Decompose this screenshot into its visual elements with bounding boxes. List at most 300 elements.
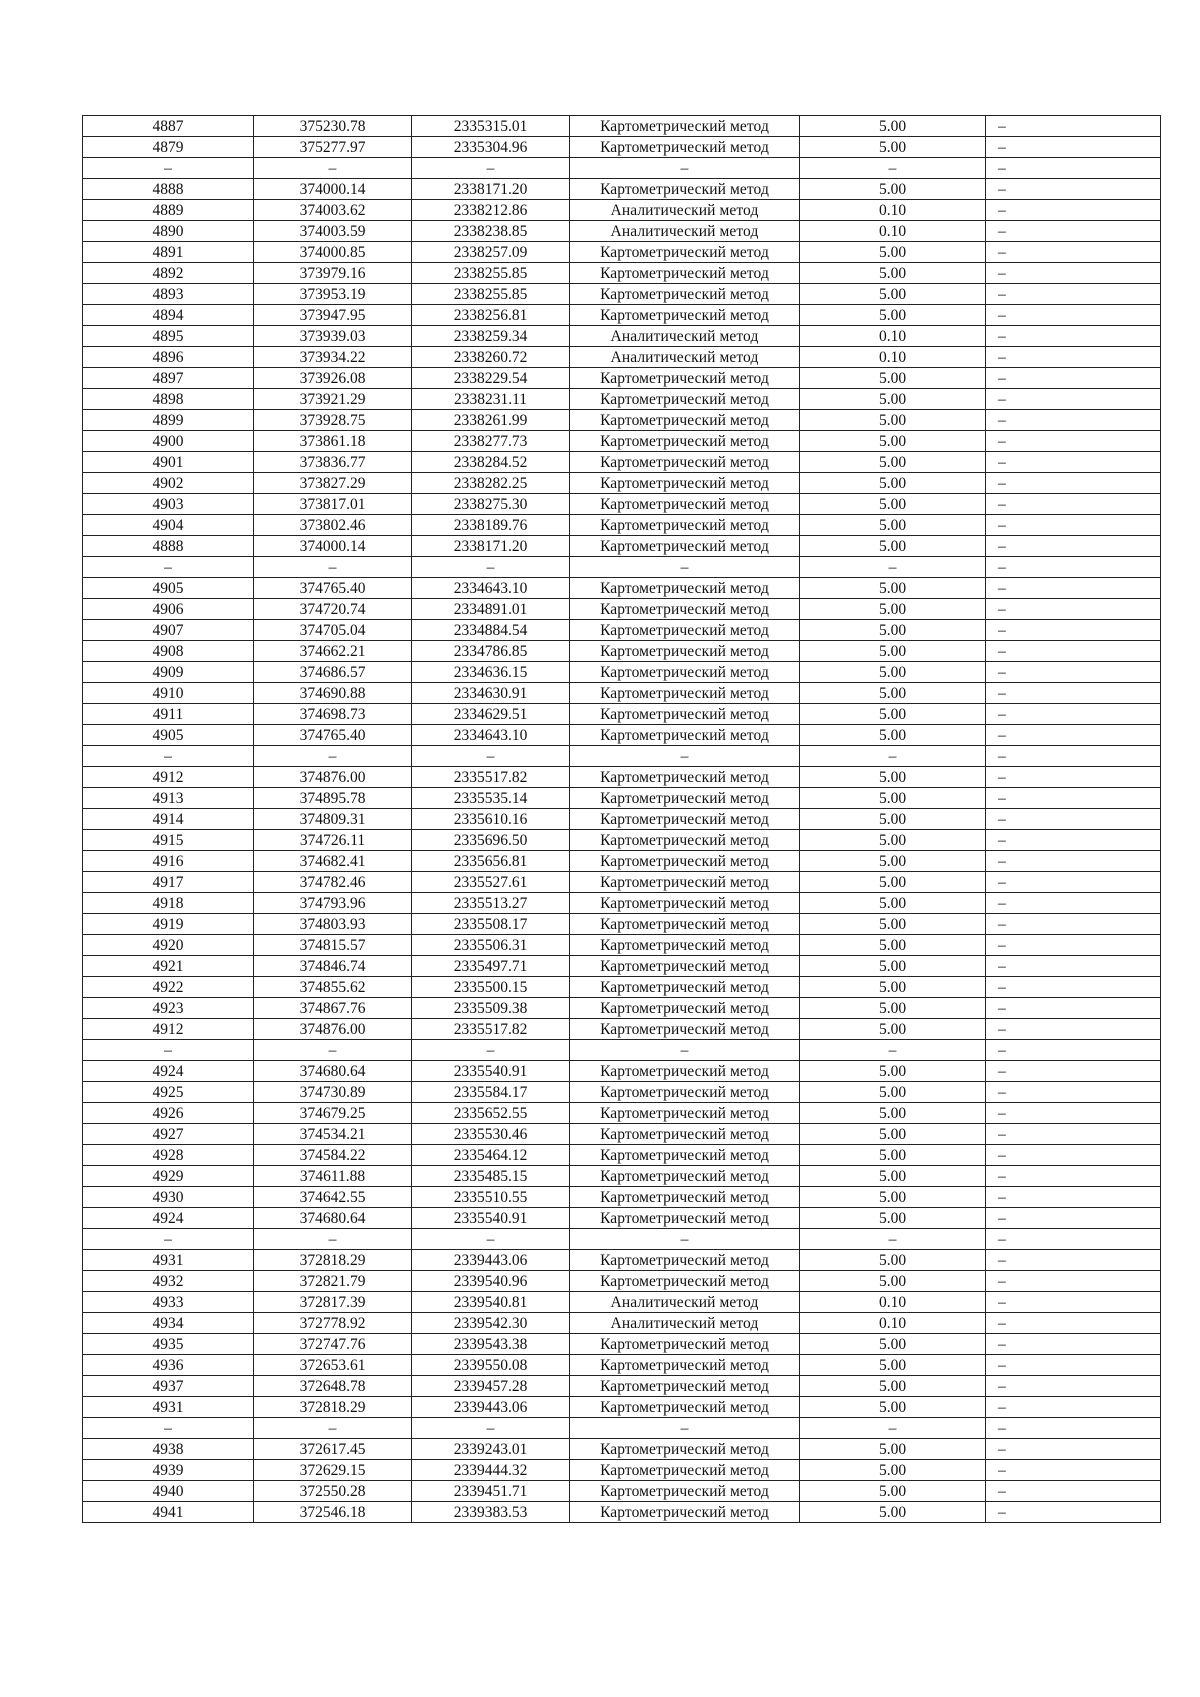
table-row [83,1460,1161,1481]
accuracy-cell: 5.00 [800,1355,986,1376]
table-row [83,1439,1161,1460]
note-cell: – [986,620,1161,641]
point-number-cell: 4927 [83,1124,254,1145]
accuracy-cell: – [800,1418,986,1439]
method-cell: Картометрический метод [570,620,800,641]
table-row [83,452,1161,473]
accuracy-cell: 5.00 [800,368,986,389]
y-coordinate-cell: 2339542.30 [412,1313,570,1334]
table-row [83,599,1161,620]
x-coordinate-cell: 374876.00 [254,1019,412,1040]
point-number-cell: 4941 [83,1502,254,1523]
note-cell: – [986,1166,1161,1187]
y-coordinate-cell: – [412,746,570,767]
x-coordinate-cell: – [254,746,412,767]
accuracy-cell: 5.00 [800,494,986,515]
point-number-cell: 4888 [83,179,254,200]
x-coordinate-cell: 374000.14 [254,536,412,557]
point-number-cell: 4879 [83,137,254,158]
x-coordinate-cell: 374782.46 [254,872,412,893]
note-cell: – [986,515,1161,536]
y-coordinate-cell: 2338238.85 [412,221,570,242]
y-coordinate-cell: 2335535.14 [412,788,570,809]
note-cell: – [986,641,1161,662]
note-cell: – [986,116,1161,137]
table-row [83,1187,1161,1208]
accuracy-cell: 5.00 [800,620,986,641]
note-cell: – [986,788,1161,809]
x-coordinate-cell: 374698.73 [254,704,412,725]
table-row [83,263,1161,284]
accuracy-cell: 0.10 [800,221,986,242]
point-number-cell: 4920 [83,935,254,956]
y-coordinate-cell: – [412,1040,570,1061]
point-number-cell: 4935 [83,1334,254,1355]
method-cell: Картометрический метод [570,1334,800,1355]
x-coordinate-cell: 372629.15 [254,1460,412,1481]
method-cell: – [570,1418,800,1439]
point-number-cell: 4940 [83,1481,254,1502]
y-coordinate-cell: 2335540.91 [412,1061,570,1082]
table-row [83,620,1161,641]
method-cell: Картометрический метод [570,662,800,683]
point-number-cell: 4905 [83,725,254,746]
y-coordinate-cell: 2335696.50 [412,830,570,851]
y-coordinate-cell: 2338275.30 [412,494,570,515]
accuracy-cell: 5.00 [800,431,986,452]
note-cell: – [986,599,1161,620]
x-coordinate-cell: 372648.78 [254,1376,412,1397]
point-number-cell: 4899 [83,410,254,431]
point-number-cell: 4912 [83,767,254,788]
accuracy-cell: 5.00 [800,1334,986,1355]
y-coordinate-cell: 2338171.20 [412,536,570,557]
accuracy-cell: 5.00 [800,704,986,725]
point-number-cell: 4926 [83,1103,254,1124]
y-coordinate-cell: 2335513.27 [412,893,570,914]
accuracy-cell: 5.00 [800,956,986,977]
y-coordinate-cell: 2335304.96 [412,137,570,158]
method-cell: Картометрический метод [570,1061,800,1082]
note-cell: – [986,1376,1161,1397]
method-cell: Картометрический метод [570,494,800,515]
y-coordinate-cell: 2338255.85 [412,263,570,284]
table-row [83,872,1161,893]
note-cell: – [986,1103,1161,1124]
table-row [83,998,1161,1019]
x-coordinate-cell: 374680.64 [254,1208,412,1229]
method-cell: Аналитический метод [570,1292,800,1313]
table-row [83,1502,1161,1523]
accuracy-cell: 0.10 [800,1292,986,1313]
note-cell: – [986,1019,1161,1040]
x-coordinate-cell: 373827.29 [254,473,412,494]
method-cell: Картометрический метод [570,683,800,704]
y-coordinate-cell: 2338257.09 [412,242,570,263]
method-cell: Аналитический метод [570,326,800,347]
y-coordinate-cell: 2334884.54 [412,620,570,641]
accuracy-cell: 5.00 [800,1502,986,1523]
method-cell: Картометрический метод [570,788,800,809]
point-number-cell: 4929 [83,1166,254,1187]
accuracy-cell: 5.00 [800,1124,986,1145]
note-cell: – [986,1040,1161,1061]
accuracy-cell: 5.00 [800,284,986,305]
table-row [83,284,1161,305]
accuracy-cell: 5.00 [800,767,986,788]
y-coordinate-cell: 2335584.17 [412,1082,570,1103]
x-coordinate-cell: – [254,1418,412,1439]
x-coordinate-cell: 374584.22 [254,1145,412,1166]
table-row [83,137,1161,158]
method-cell: Картометрический метод [570,242,800,263]
x-coordinate-cell: 374000.14 [254,179,412,200]
accuracy-cell: 5.00 [800,137,986,158]
table-row [83,893,1161,914]
point-number-cell: 4892 [83,263,254,284]
x-coordinate-cell: 372617.45 [254,1439,412,1460]
x-coordinate-cell: 374765.40 [254,578,412,599]
note-cell: – [986,767,1161,788]
point-number-cell: 4938 [83,1439,254,1460]
table-row [83,515,1161,536]
table-row [83,536,1161,557]
x-coordinate-cell: 374686.57 [254,662,412,683]
note-cell: – [986,1124,1161,1145]
y-coordinate-cell: 2334629.51 [412,704,570,725]
point-number-cell: 4921 [83,956,254,977]
accuracy-cell: 0.10 [800,347,986,368]
note-cell: – [986,704,1161,725]
table-row [83,1166,1161,1187]
table-row [83,683,1161,704]
note-cell: – [986,137,1161,158]
y-coordinate-cell: 2338256.81 [412,305,570,326]
coordinates-table [82,115,1161,1523]
point-number-cell: 4925 [83,1082,254,1103]
accuracy-cell: 5.00 [800,599,986,620]
accuracy-cell: 5.00 [800,179,986,200]
method-cell: Картометрический метод [570,1355,800,1376]
accuracy-cell: 5.00 [800,1187,986,1208]
accuracy-cell: 5.00 [800,935,986,956]
note-cell: – [986,935,1161,956]
method-cell: – [570,1229,800,1250]
x-coordinate-cell: 373953.19 [254,284,412,305]
y-coordinate-cell: 2334643.10 [412,578,570,599]
x-coordinate-cell: – [254,1040,412,1061]
x-coordinate-cell: 374726.11 [254,830,412,851]
method-cell: Аналитический метод [570,200,800,221]
accuracy-cell: 5.00 [800,1376,986,1397]
accuracy-cell: 5.00 [800,473,986,494]
y-coordinate-cell: 2335527.61 [412,872,570,893]
note-cell: – [986,242,1161,263]
table-row [83,977,1161,998]
accuracy-cell: 5.00 [800,1460,986,1481]
y-coordinate-cell: 2338189.76 [412,515,570,536]
table-row [83,746,1161,767]
table-row [83,368,1161,389]
point-number-cell: 4900 [83,431,254,452]
method-cell: Картометрический метод [570,872,800,893]
x-coordinate-cell: 373861.18 [254,431,412,452]
y-coordinate-cell: 2338261.99 [412,410,570,431]
table-row [83,200,1161,221]
x-coordinate-cell: 374895.78 [254,788,412,809]
x-coordinate-cell: 374765.40 [254,725,412,746]
note-cell: – [986,662,1161,683]
table-row [83,1376,1161,1397]
note-cell: – [986,1145,1161,1166]
note-cell: – [986,452,1161,473]
x-coordinate-cell: 374867.76 [254,998,412,1019]
y-coordinate-cell: 2339383.53 [412,1502,570,1523]
accuracy-cell: 0.10 [800,200,986,221]
table-row [83,116,1161,137]
point-number-cell: – [83,557,254,578]
y-coordinate-cell: 2339457.28 [412,1376,570,1397]
method-cell: Картометрический метод [570,536,800,557]
y-coordinate-cell: 2339540.96 [412,1271,570,1292]
method-cell: Картометрический метод [570,368,800,389]
method-cell: Картометрический метод [570,1145,800,1166]
method-cell: Картометрический метод [570,137,800,158]
point-number-cell: 4896 [83,347,254,368]
table-row [83,956,1161,977]
point-number-cell: 4936 [83,1355,254,1376]
x-coordinate-cell: 374000.85 [254,242,412,263]
point-number-cell: – [83,158,254,179]
method-cell: Картометрический метод [570,410,800,431]
point-number-cell: 4916 [83,851,254,872]
y-coordinate-cell: 2335506.31 [412,935,570,956]
x-coordinate-cell: 373979.16 [254,263,412,284]
table-row [83,557,1161,578]
table-row [83,494,1161,515]
table-row [83,1313,1161,1334]
note-cell: – [986,1187,1161,1208]
method-cell: Картометрический метод [570,956,800,977]
y-coordinate-cell: 2338171.20 [412,179,570,200]
table-row [83,662,1161,683]
method-cell: Картометрический метод [570,1019,800,1040]
note-cell: – [986,431,1161,452]
point-number-cell: 4901 [83,452,254,473]
method-cell: Картометрический метод [570,704,800,725]
table-row [83,935,1161,956]
y-coordinate-cell: 2335540.91 [412,1208,570,1229]
x-coordinate-cell: 373926.08 [254,368,412,389]
point-number-cell: 4906 [83,599,254,620]
table-row [83,1355,1161,1376]
accuracy-cell: 0.10 [800,326,986,347]
y-coordinate-cell: 2335530.46 [412,1124,570,1145]
point-number-cell: 4930 [83,1187,254,1208]
x-coordinate-cell: 374793.96 [254,893,412,914]
accuracy-cell: 5.00 [800,1019,986,1040]
y-coordinate-cell: 2339443.06 [412,1250,570,1271]
x-coordinate-cell: 374662.21 [254,641,412,662]
x-coordinate-cell: 374720.74 [254,599,412,620]
method-cell: Картометрический метод [570,914,800,935]
x-coordinate-cell: 374642.55 [254,1187,412,1208]
note-cell: – [986,284,1161,305]
note-cell: – [986,1250,1161,1271]
note-cell: – [986,830,1161,851]
note-cell: – [986,809,1161,830]
note-cell: – [986,872,1161,893]
x-coordinate-cell: 373939.03 [254,326,412,347]
point-number-cell: 4888 [83,536,254,557]
point-number-cell: 4890 [83,221,254,242]
table-row [83,1082,1161,1103]
method-cell: Картометрический метод [570,452,800,473]
note-cell: – [986,998,1161,1019]
y-coordinate-cell: 2334630.91 [412,683,570,704]
table-row [83,1292,1161,1313]
accuracy-cell: 5.00 [800,1397,986,1418]
x-coordinate-cell: 374680.64 [254,1061,412,1082]
y-coordinate-cell: 2338231.11 [412,389,570,410]
point-number-cell: 4910 [83,683,254,704]
accuracy-cell: 0.10 [800,1313,986,1334]
accuracy-cell: 5.00 [800,452,986,473]
y-coordinate-cell: 2335315.01 [412,116,570,137]
x-coordinate-cell: – [254,557,412,578]
point-number-cell: 4928 [83,1145,254,1166]
note-cell: – [986,305,1161,326]
x-coordinate-cell: 374682.41 [254,851,412,872]
table-row [83,725,1161,746]
accuracy-cell: 5.00 [800,242,986,263]
x-coordinate-cell: 372546.18 [254,1502,412,1523]
y-coordinate-cell: 2335508.17 [412,914,570,935]
method-cell: Картометрический метод [570,851,800,872]
accuracy-cell: 5.00 [800,1061,986,1082]
point-number-cell: 4934 [83,1313,254,1334]
table-row [83,221,1161,242]
method-cell: – [570,158,800,179]
table-row [83,1481,1161,1502]
point-number-cell: 4931 [83,1250,254,1271]
table-row [83,179,1161,200]
y-coordinate-cell: 2339550.08 [412,1355,570,1376]
point-number-cell: 4911 [83,704,254,725]
accuracy-cell: 5.00 [800,998,986,1019]
accuracy-cell: 5.00 [800,578,986,599]
table-row [83,914,1161,935]
method-cell: Картометрический метод [570,1187,800,1208]
method-cell: Картометрический метод [570,473,800,494]
x-coordinate-cell: 372817.39 [254,1292,412,1313]
method-cell: Картометрический метод [570,830,800,851]
x-coordinate-cell: 374534.21 [254,1124,412,1145]
accuracy-cell: – [800,1229,986,1250]
note-cell: – [986,1334,1161,1355]
note-cell: – [986,578,1161,599]
y-coordinate-cell: 2339543.38 [412,1334,570,1355]
accuracy-cell: 5.00 [800,1103,986,1124]
y-coordinate-cell: 2335497.71 [412,956,570,977]
method-cell: Картометрический метод [570,1397,800,1418]
accuracy-cell: 5.00 [800,1082,986,1103]
method-cell: Картометрический метод [570,1481,800,1502]
accuracy-cell: 5.00 [800,788,986,809]
table-row [83,1019,1161,1040]
x-coordinate-cell: 374003.59 [254,221,412,242]
point-number-cell: 4904 [83,515,254,536]
y-coordinate-cell: 2338255.85 [412,284,570,305]
y-coordinate-cell: 2338229.54 [412,368,570,389]
method-cell: Картометрический метод [570,284,800,305]
y-coordinate-cell: 2335610.16 [412,809,570,830]
method-cell: – [570,1040,800,1061]
accuracy-cell: 5.00 [800,1208,986,1229]
x-coordinate-cell: 374855.62 [254,977,412,998]
point-number-cell: – [83,1040,254,1061]
point-number-cell: 4891 [83,242,254,263]
x-coordinate-cell: 373836.77 [254,452,412,473]
accuracy-cell: 5.00 [800,809,986,830]
accuracy-cell: 5.00 [800,851,986,872]
point-number-cell: 4914 [83,809,254,830]
x-coordinate-cell: 372653.61 [254,1355,412,1376]
point-number-cell: 4905 [83,578,254,599]
accuracy-cell: 5.00 [800,515,986,536]
x-coordinate-cell: 373934.22 [254,347,412,368]
y-coordinate-cell: 2335652.55 [412,1103,570,1124]
x-coordinate-cell: 374815.57 [254,935,412,956]
method-cell: Картометрический метод [570,1502,800,1523]
note-cell: – [986,347,1161,368]
point-number-cell: 4919 [83,914,254,935]
point-number-cell: 4909 [83,662,254,683]
point-number-cell: 4908 [83,641,254,662]
table-row [83,1061,1161,1082]
accuracy-cell: 5.00 [800,1481,986,1502]
y-coordinate-cell: 2334786.85 [412,641,570,662]
note-cell: – [986,389,1161,410]
note-cell: – [986,200,1161,221]
table-row [83,242,1161,263]
y-coordinate-cell: 2335500.15 [412,977,570,998]
point-number-cell: 4893 [83,284,254,305]
y-coordinate-cell: 2339443.06 [412,1397,570,1418]
table-row [83,1250,1161,1271]
y-coordinate-cell: – [412,1418,570,1439]
note-cell: – [986,746,1161,767]
x-coordinate-cell: 375277.97 [254,137,412,158]
note-cell: – [986,851,1161,872]
note-cell: – [986,1439,1161,1460]
method-cell: Картометрический метод [570,1250,800,1271]
table-row [83,305,1161,326]
accuracy-cell: 5.00 [800,389,986,410]
point-number-cell: 4895 [83,326,254,347]
method-cell: Картометрический метод [570,263,800,284]
note-cell: – [986,326,1161,347]
note-cell: – [986,368,1161,389]
method-cell: Картометрический метод [570,1208,800,1229]
table-row [83,1208,1161,1229]
method-cell: Картометрический метод [570,1460,800,1481]
y-coordinate-cell: 2339540.81 [412,1292,570,1313]
method-cell: Картометрический метод [570,935,800,956]
table-row [83,704,1161,725]
point-number-cell: 4937 [83,1376,254,1397]
y-coordinate-cell: – [412,158,570,179]
